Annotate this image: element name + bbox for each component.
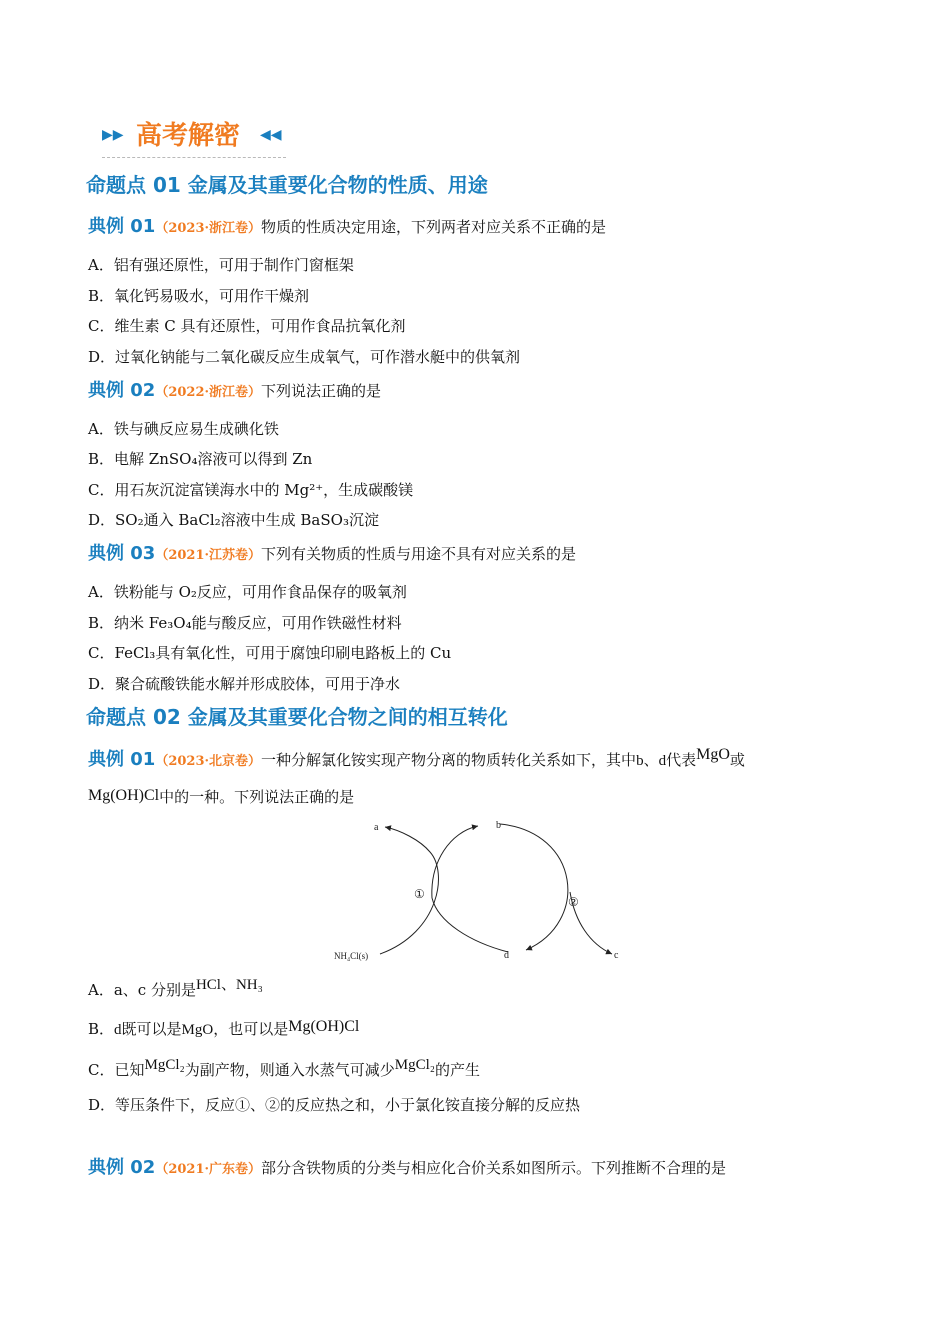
example-label: 典例 02 — [88, 1157, 156, 1178]
question-text: 代表 — [666, 751, 697, 769]
banner-title: 高考解密 — [136, 121, 241, 151]
formula-mgcl2: MgCl₂ — [394, 1057, 435, 1073]
question-text: 下列说法正确的是 — [261, 382, 382, 400]
label-c: c — [614, 950, 619, 961]
label-step2: ② — [568, 895, 579, 909]
option-b: B．电解 ZnSO₄溶液可以得到 Zn — [88, 450, 313, 468]
option-d: D．过氧化钠能与二氧化碳反应生成氧气，可作潜水艇中的供氧剂 — [88, 348, 521, 366]
example-source: （2022·浙江卷） — [155, 385, 262, 400]
double-arrow-right-icon: ▶▶ — [102, 127, 124, 143]
option-c-prefix: C．已知 — [88, 1061, 145, 1079]
option-b — [88, 1018, 359, 1041]
conversion-cycle-diagram — [330, 812, 630, 972]
option-a-prefix: A．a、c 分别是 — [88, 981, 196, 999]
option-d: D．聚合硫酸铁能水解并形成胶体，可用于净水 — [88, 675, 401, 693]
arc-to-b — [432, 826, 478, 898]
option-c: C．用石灰沉淀富镁海水中的 Mg²⁺，生成碳酸镁 — [88, 481, 414, 499]
question-bd: b、d — [636, 753, 667, 769]
banner-divider — [102, 157, 286, 158]
option-c: C．FeCl₃具有氧化性，可用于腐蚀印刷电路板上的 Cu — [88, 644, 452, 662]
question-text: 一种分解氯化铵实现产物分离的物质转化关系如下，其中 — [261, 751, 637, 769]
formula-mgcl2: MgCl₂ — [144, 1057, 185, 1073]
option-b: B．氧化钙易吸水，可用作干燥剂 — [88, 287, 310, 305]
example-03-question — [88, 543, 576, 567]
formula-mgo: MgO — [696, 746, 730, 763]
example-01-question — [88, 216, 606, 240]
question-text: 中的一种。下列说法正确的是 — [159, 788, 355, 806]
example-label: 典例 01 — [88, 749, 156, 770]
option-c: C．维生素 C 具有还原性，可用作食品抗氧化剂 — [88, 317, 406, 335]
option-c-text: 为副产物，则通入水蒸气可减少 — [184, 1061, 395, 1079]
option-b-text: ，也可以是 — [213, 1020, 289, 1038]
label-d: d — [504, 950, 509, 961]
example-source: （2023·浙江卷） — [155, 221, 262, 236]
label-step1: ① — [414, 887, 425, 901]
section-banner — [100, 118, 286, 160]
option-a: A．铁粉能与 O₂反应，可用作食品保存的吸氧剂 — [88, 583, 407, 601]
question-text: 部分含铁物质的分类与相应化合价关系如图所示。下列推断不合理的是 — [261, 1159, 727, 1177]
option-b-prefix: B． — [88, 1020, 115, 1038]
formula-mgo: MgO — [181, 1022, 214, 1038]
example-source: （2023·北京卷） — [155, 754, 262, 769]
option-c-text: 的产生 — [435, 1061, 481, 1079]
formula-mgohcl: Mg(OH)Cl — [88, 787, 160, 804]
s2-example-01-question — [88, 746, 745, 773]
s2-example-01-question-cont — [88, 786, 354, 809]
option-b: B．纳米 Fe₃O₄能与酸反应，可用作铁磁性材料 — [88, 614, 402, 632]
arc-nh4cl-to-a — [380, 827, 438, 954]
example-source: （2021·广东卷） — [155, 1162, 262, 1177]
option-a: A．铝有强还原性，可用于制作门窗框架 — [88, 256, 354, 274]
arc-d-to-center — [432, 898, 508, 952]
question-text: 或 — [729, 751, 745, 769]
option-a: A．铁与碘反应易生成碘化铁 — [88, 420, 279, 438]
option-b-d: d — [114, 1022, 122, 1038]
label-b: b — [496, 820, 501, 831]
formula-mgohcl: Mg(OH)Cl — [288, 1018, 360, 1035]
example-label: 典例 01 — [88, 216, 156, 237]
label-nh4cl: NH₄Cl(s) — [334, 951, 369, 961]
formula-hcl-nh3: HCl、NH₃ — [195, 977, 263, 993]
section2-heading: 命题点 02 金属及其重要化合物之间的相互转化 — [86, 705, 508, 729]
s2-example-02-question — [88, 1157, 726, 1181]
label-a: a — [374, 822, 379, 833]
example-source: （2021·江苏卷） — [155, 548, 262, 563]
option-d: D．SO₂通入 BaCl₂溶液中生成 BaSO₃沉淀 — [88, 511, 379, 529]
double-arrow-left-icon: ◀◀ — [260, 127, 282, 143]
option-c — [88, 1059, 480, 1082]
arc-b-to-d — [500, 824, 568, 950]
example-02-question — [88, 380, 381, 404]
option-b-text: 既可以是 — [121, 1020, 182, 1038]
section1-heading: 命题点 01 金属及其重要化合物的性质、用途 — [86, 173, 488, 197]
question-text: 物质的性质决定用途，下列两者对应关系不正确的是 — [261, 218, 607, 236]
question-text: 下列有关物质的性质与用途不具有对应关系的是 — [261, 545, 577, 563]
example-label: 典例 02 — [88, 380, 156, 401]
option-d: D．等压条件下，反应①、②的反应热之和，小于氯化铵直接分解的反应热 — [88, 1096, 581, 1114]
example-label: 典例 03 — [88, 543, 156, 564]
option-a — [88, 979, 263, 1002]
